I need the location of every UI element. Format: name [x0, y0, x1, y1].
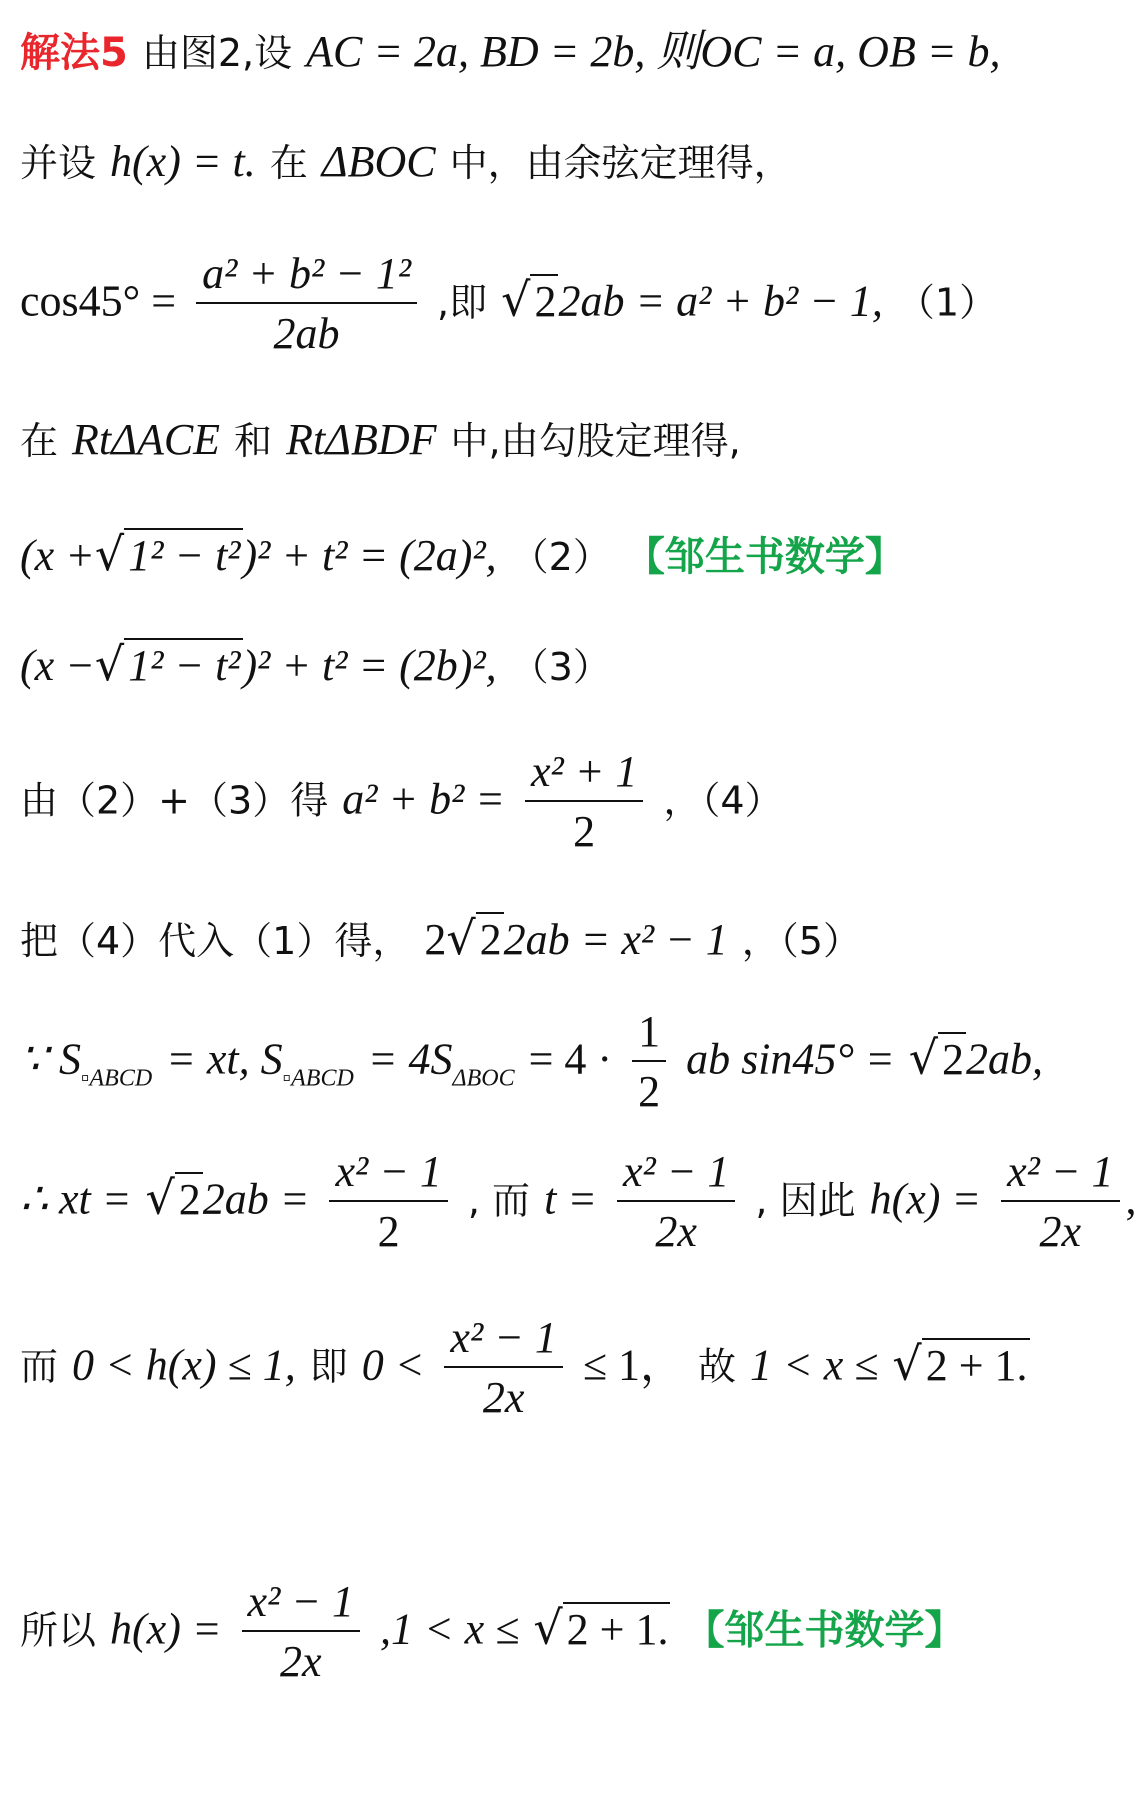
line-7	[20, 747, 783, 856]
denominator: 2	[329, 1200, 447, 1254]
math: ≤ 1，	[582, 1340, 684, 1390]
math: 0 < h(x) ≤ 1,	[72, 1340, 296, 1390]
math: 2ab = a² + b² − 1,	[558, 276, 883, 326]
equation-number: ，（5）	[741, 919, 861, 963]
subscript: ΔBOC	[452, 1065, 515, 1092]
math: 1 < x ≤	[750, 1340, 879, 1390]
sqrt-icon: √	[533, 1600, 563, 1655]
fraction	[444, 1313, 562, 1422]
math: (x +	[20, 531, 95, 580]
math: h(x) =	[110, 1604, 222, 1654]
fraction	[632, 1007, 666, 1116]
math: (x −	[20, 641, 95, 690]
sqrt-icon: √	[94, 637, 125, 691]
math: cos45° =	[20, 276, 177, 326]
numerator: x² − 1	[247, 1577, 354, 1626]
text: 在	[20, 419, 59, 463]
math: 2ab =	[202, 1174, 310, 1224]
sqrt-icon: √	[501, 272, 531, 327]
math: 2ab,	[966, 1034, 1044, 1084]
equation-number: （3）	[510, 645, 611, 689]
text: 中,由勾股定理得,	[450, 419, 741, 463]
sqrt-icon: √	[446, 911, 476, 965]
line-10	[20, 1147, 1137, 1256]
radicand: 1² − t²	[124, 638, 242, 688]
text: 和	[234, 419, 273, 463]
sqrt-icon: √	[908, 1030, 939, 1085]
math: )² + t² = (2a)²,	[242, 531, 497, 580]
math: )² + t² = (2b)²,	[242, 641, 497, 690]
math: a² + b² =	[342, 774, 505, 824]
math: 2	[424, 915, 447, 964]
math: 0 <	[361, 1340, 425, 1390]
math: ,	[1125, 1174, 1137, 1224]
sqrt-icon: √	[145, 1170, 175, 1225]
line-5	[20, 527, 905, 581]
sqrt-icon: √	[94, 527, 125, 581]
radicand: 2 + 1.	[563, 1602, 671, 1652]
numerator: x² + 1	[530, 747, 638, 796]
text: 并设	[20, 141, 97, 185]
sqrt-icon: √	[892, 1336, 922, 1391]
math: RtΔBDF	[286, 415, 437, 464]
numerator: 1	[638, 1007, 661, 1056]
radicand: 2 + 1.	[922, 1338, 1030, 1388]
numerator: x² − 1	[450, 1313, 557, 1362]
text: , 而	[467, 1178, 531, 1223]
fraction	[525, 747, 643, 856]
watermark-tag: 【邹生书数学】	[624, 534, 905, 580]
line-9	[20, 1007, 1044, 1116]
math: 2ab = x² − 1	[503, 915, 728, 964]
line-8	[20, 911, 861, 965]
math: ΔBOC	[321, 137, 436, 186]
math: ,1 < x ≤	[379, 1604, 520, 1654]
equation-number: （2）	[510, 535, 611, 579]
watermark-tag: 【邹生书数学】	[684, 1607, 965, 1654]
numerator: x² − 1	[622, 1147, 730, 1196]
math: ∴ xt =	[20, 1174, 132, 1224]
math: ∵ S	[20, 1034, 81, 1084]
method-heading: 解法5	[20, 30, 128, 76]
radicand: 2	[175, 1172, 203, 1222]
math: = 4S	[367, 1034, 453, 1084]
subscript: ▫ABCD	[81, 1065, 153, 1092]
text: 把（4）代入（1）得，	[20, 919, 411, 963]
line-6	[20, 637, 611, 691]
denominator: 2x	[1001, 1200, 1119, 1254]
numerator: x² − 1	[335, 1147, 442, 1196]
text: 而	[20, 1344, 59, 1389]
text: 所以	[20, 1608, 97, 1653]
fraction	[329, 1147, 447, 1256]
line-3	[20, 249, 998, 358]
fraction	[1001, 1147, 1119, 1256]
line-2	[20, 137, 792, 186]
radicand: 2	[530, 274, 558, 324]
math: h(x) = t.	[110, 137, 256, 186]
fraction	[617, 1147, 735, 1256]
text: 中，由余弦定理得，	[449, 141, 792, 185]
math: AC = 2a, BD = 2b, 则OC = a, OB = b,	[306, 27, 1001, 76]
text: 故	[698, 1344, 737, 1389]
numerator: a² + b² − 1²	[202, 249, 412, 298]
line-12	[20, 1577, 965, 1686]
text: 由（2）+（3）得	[20, 778, 329, 823]
math: RtΔACE	[72, 415, 221, 464]
text: 由图2,设	[141, 31, 293, 75]
denominator: 2	[525, 800, 643, 854]
line-11	[20, 1313, 1030, 1422]
numerator: x² − 1	[1007, 1147, 1114, 1196]
equation-number: （1）	[896, 280, 998, 325]
fraction	[196, 249, 417, 358]
math: ab sin45° =	[686, 1034, 895, 1084]
text: 即	[309, 1344, 348, 1389]
denominator: 2ab	[196, 302, 417, 356]
text: 在	[269, 141, 308, 185]
radicand: 1² − t²	[124, 528, 242, 578]
denominator: 2x	[242, 1630, 360, 1684]
line-4	[20, 415, 741, 464]
denominator: 2x	[617, 1200, 735, 1254]
line-1	[20, 27, 1001, 76]
fraction	[242, 1577, 360, 1686]
subscript: ▫ABCD	[282, 1065, 354, 1092]
math: h(x) =	[869, 1174, 982, 1224]
denominator: 2x	[444, 1366, 562, 1420]
math: t =	[544, 1174, 597, 1224]
text: , 因此	[755, 1178, 856, 1223]
radicand: 2	[476, 912, 504, 962]
denominator: 2	[632, 1060, 666, 1114]
radicand: 2	[938, 1032, 966, 1082]
equation-number: ，（4）	[663, 778, 783, 823]
text: ,即	[437, 280, 488, 325]
math: = xt, S	[166, 1034, 283, 1084]
math: = 4 ·	[528, 1034, 613, 1084]
